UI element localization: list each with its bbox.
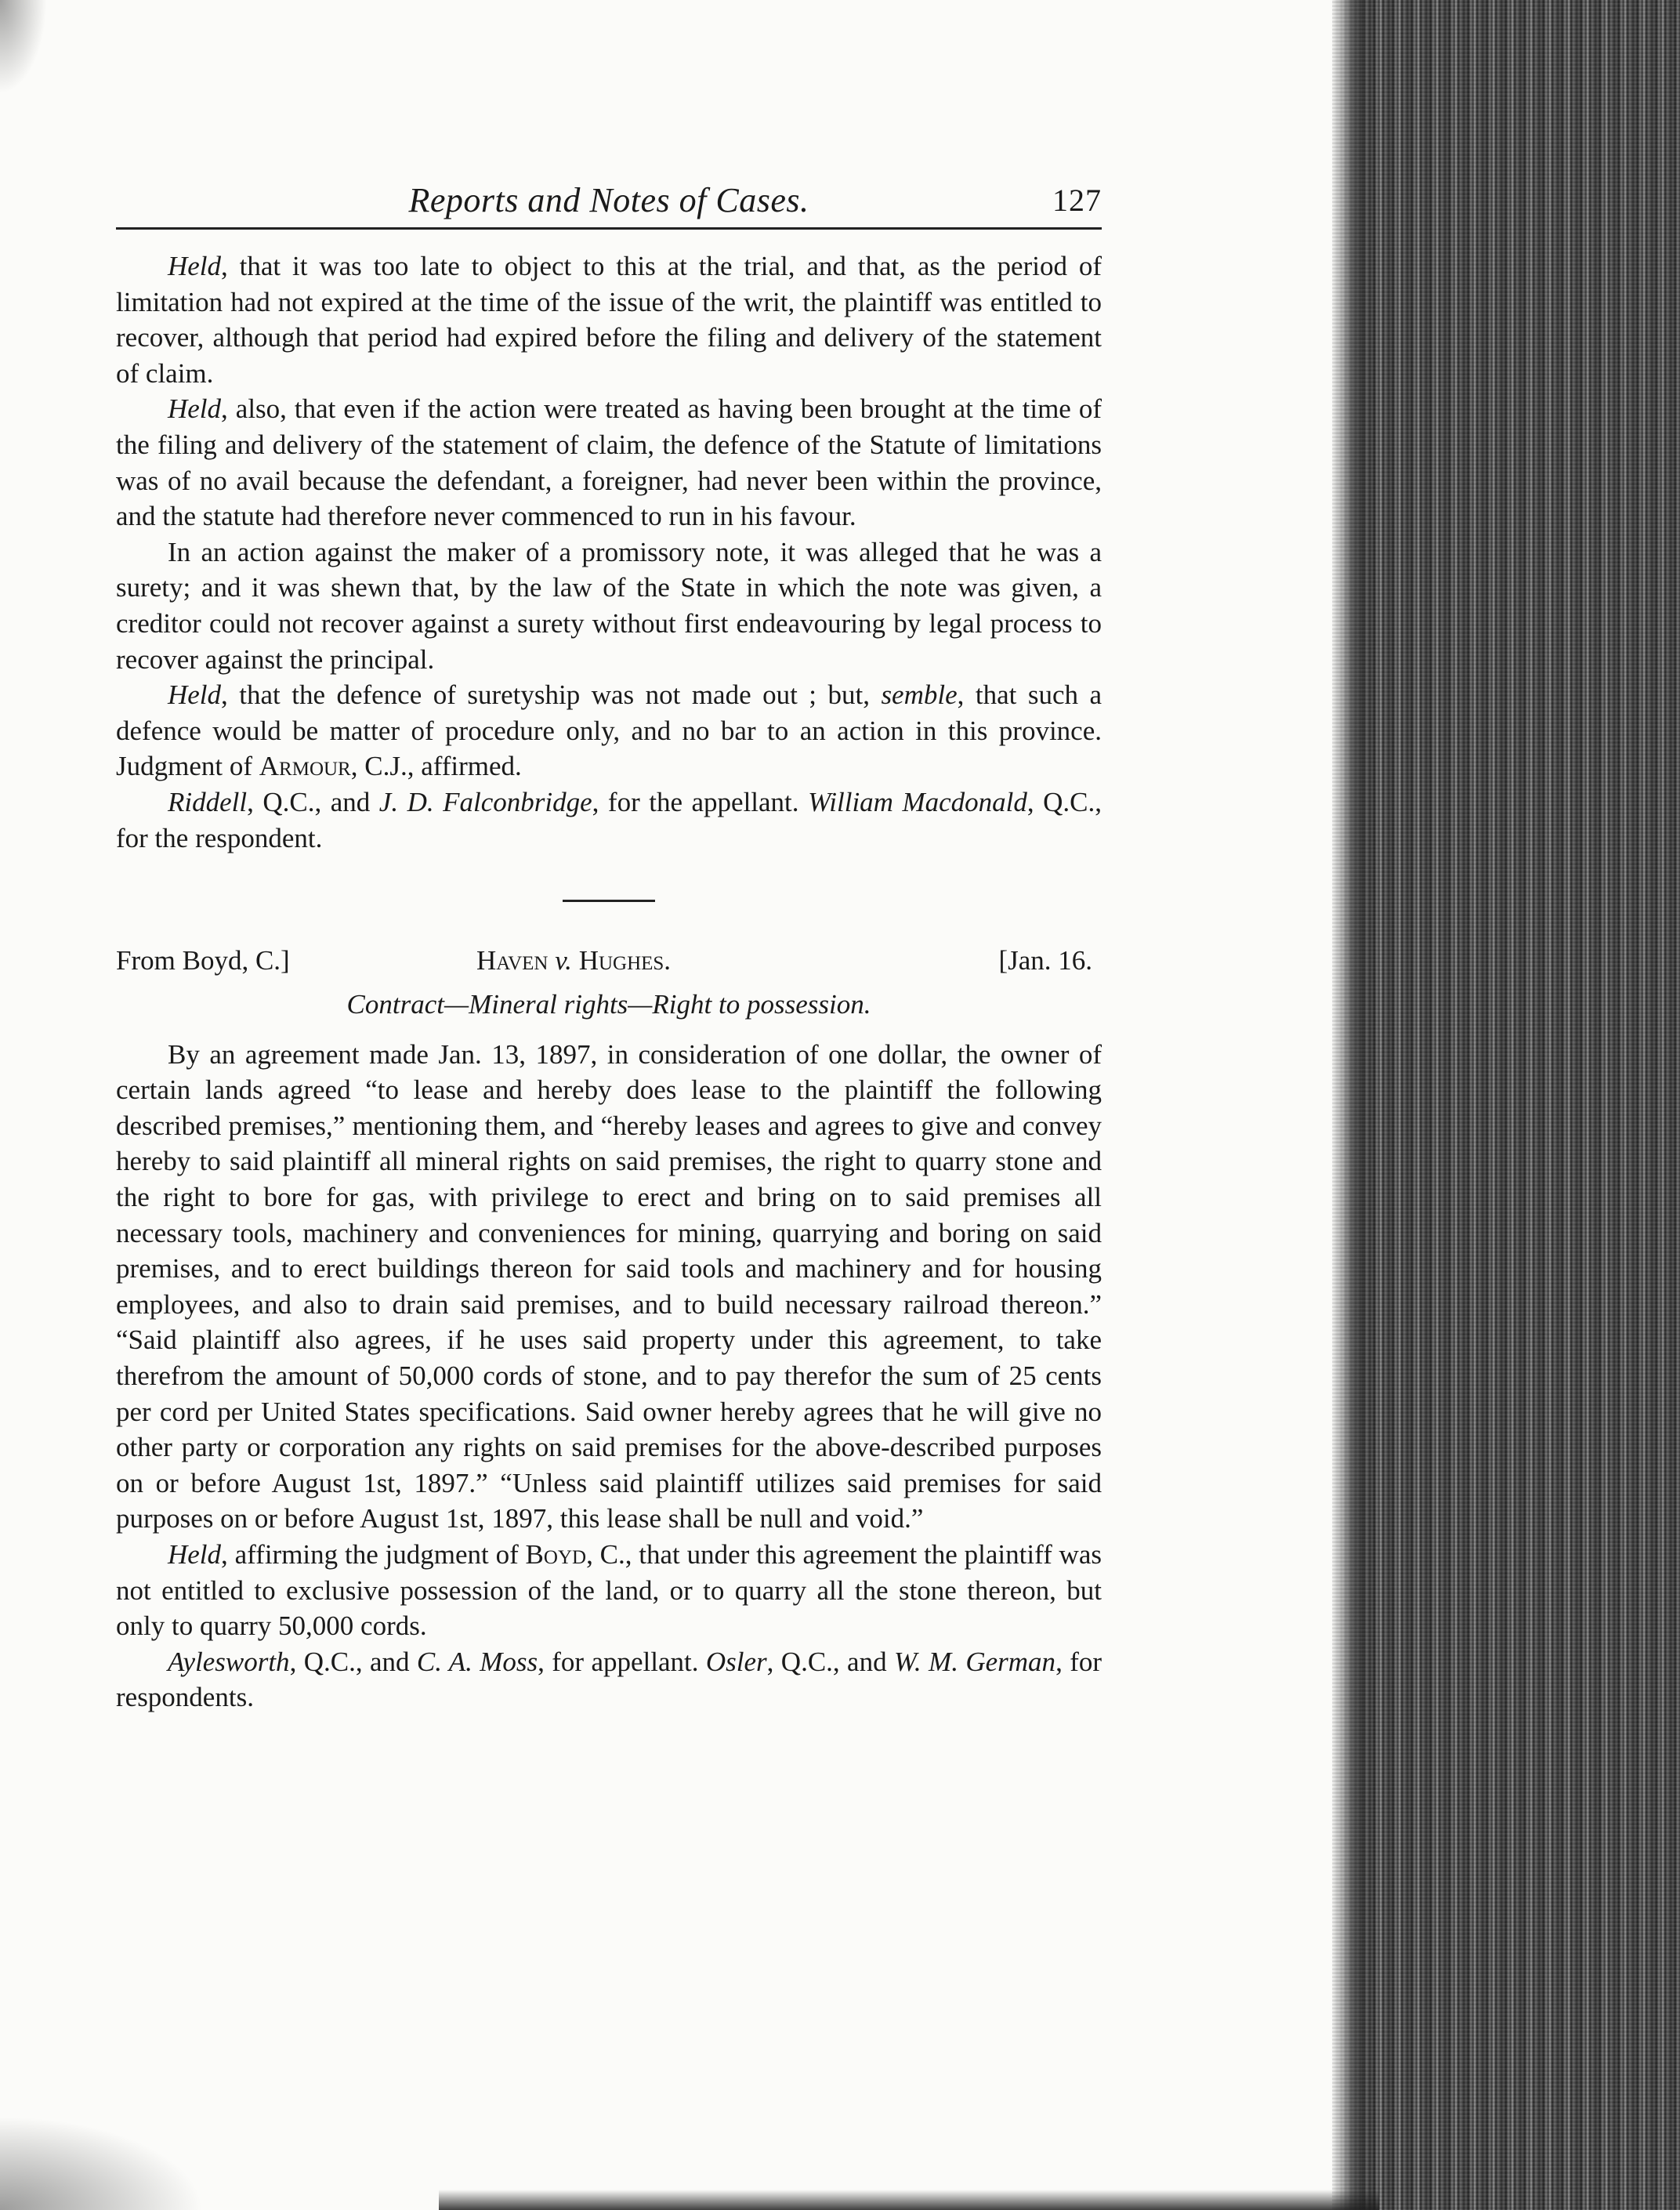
counsel-name: J. D. Falconbridge xyxy=(378,786,592,817)
held-label: Held xyxy=(168,1539,222,1570)
running-title: Reports and Notes of Cases. xyxy=(408,181,809,219)
paragraph-text: , also, that even if the action were treated as having been brought at the time of the filing and delivery of the statement of claim, the defence of the Statute of limitations was of no avail because the defendant, a foreigner, had never been within the province, and the statute had therefore never commenced to run in his favour. xyxy=(116,393,1102,532)
paragraph-text: , that such a defence would be matter of procedure only, and no bar to an action in this province. Judgment of xyxy=(116,679,1102,782)
paragraph-text: , Q.C., and xyxy=(766,1646,894,1677)
counsel-paragraph xyxy=(116,784,1102,856)
case-text xyxy=(116,248,1102,1715)
headnote: Contract—Mineral rights—Right to possession. xyxy=(346,989,871,1020)
judge-name: Boyd xyxy=(525,1539,587,1570)
counsel-name: W. M. German xyxy=(893,1646,1056,1677)
judge-name: Armour xyxy=(259,751,351,782)
counsel-name: William Macdonald xyxy=(808,786,1027,817)
page-edge-shadow xyxy=(1332,0,1680,2210)
held-label: Held xyxy=(168,393,222,425)
paragraph-text: , C., that under this agreement the plaintiff was not entitled to exclusive possession of the land, or to quarry all the stone thereon, but only to quarry 50,000 cords. xyxy=(116,1539,1102,1642)
paragraph xyxy=(116,248,1102,391)
paragraph-text: , Q.C., for the respondent. xyxy=(116,786,1102,853)
scan-speckle-bottom-left xyxy=(0,2116,204,2210)
case-date: [Jan. 16. xyxy=(998,945,1092,976)
party-name: Haven xyxy=(476,945,549,976)
paragraph-text: , that the defence of suretyship was not made out ; but, xyxy=(221,679,882,711)
paragraph xyxy=(116,534,1102,677)
counsel-name: C. A. Moss xyxy=(416,1646,538,1677)
versus: v. xyxy=(555,945,572,976)
counsel-name: Aylesworth xyxy=(168,1646,290,1677)
paragraph-text: , Q.C., and xyxy=(247,786,379,817)
paragraph-text: , for respondents. xyxy=(116,1646,1102,1713)
paragraph-text: , for appellant. xyxy=(538,1646,706,1677)
party-name: Hughes. xyxy=(578,945,672,976)
counsel-name: Riddell xyxy=(168,786,248,817)
case-caption xyxy=(116,943,1102,980)
scan-smudge-bottom xyxy=(439,2190,1379,2210)
paragraph xyxy=(116,1537,1102,1644)
paragraph-text: , that it was too late to object to this at the trial, and that, as the period of limitation had not expired at the time of the issue of the writ, the plaintiff was entitled to recover, although that period had expired before the filing and delivery of the statement of claim. xyxy=(116,251,1102,389)
paragraph-text: , Q.C., and xyxy=(289,1646,417,1677)
paragraph-text: By an agreement made Jan. 13, 1897, in consideration of one dollar, the owner of certain lands agreed “to lease and hereby does lease to the plaintiff the following described premises,” mentioning them, and “hereby leases and agrees to give and convey hereby to said plaintiff all mineral rights on said premises, the right to quarry stone and the right to bore for gas, with privilege to erect and bring on to said premises all necessary tools, machinery and conveniences for mining, quarrying and boring on said premises, and to erect buildings thereon for said tools and machinery and for housing employees, and also to drain said premises, and to build necessary railroad thereon.” “Said plaintiff also agrees, if he uses said property under this agreement, to take therefrom the amount of 50,000 cords of stone, and to pay therefor the sum of 25 cents per cord per United States specifications. Said owner hereby agrees that he will give no other party or corporation any rights on said premises for the above-described purposes on or before August 1st, 1897.” “Unless said plaintiff utilizes said premises for said purposes on or before August 1st, 1897, this lease shall be null and void.” xyxy=(116,1038,1102,1534)
held-label: Held xyxy=(168,679,222,711)
scan-speckle-top-left xyxy=(0,0,47,94)
paragraph xyxy=(116,391,1102,534)
held-label: Held xyxy=(168,251,222,281)
running-head xyxy=(116,176,1102,230)
page-content xyxy=(116,176,1102,1715)
paragraph xyxy=(116,677,1102,784)
paragraph xyxy=(116,1037,1102,1537)
semble-term: semble xyxy=(881,679,958,711)
court-origin: From Boyd, C.] xyxy=(116,945,290,976)
paragraph-text: In an action against the maker of a promissory note, it was alleged that he was a surety; and it was shewn that, by the law of the State in which the note was given, a creditor could not recover against a surety without first endeavouring by legal process to recover against the principal. xyxy=(116,536,1102,675)
case-title xyxy=(476,943,671,979)
counsel-paragraph xyxy=(116,1644,1102,1715)
paragraph-text: , C.J., affirmed. xyxy=(350,751,522,782)
counsel-name: Osler xyxy=(705,1646,767,1677)
paragraph-text: , affirming the judgment of xyxy=(221,1539,526,1570)
page-number: 127 xyxy=(1052,183,1102,218)
paragraph-text: , for the appellant. xyxy=(592,786,809,817)
section-divider xyxy=(563,900,655,902)
